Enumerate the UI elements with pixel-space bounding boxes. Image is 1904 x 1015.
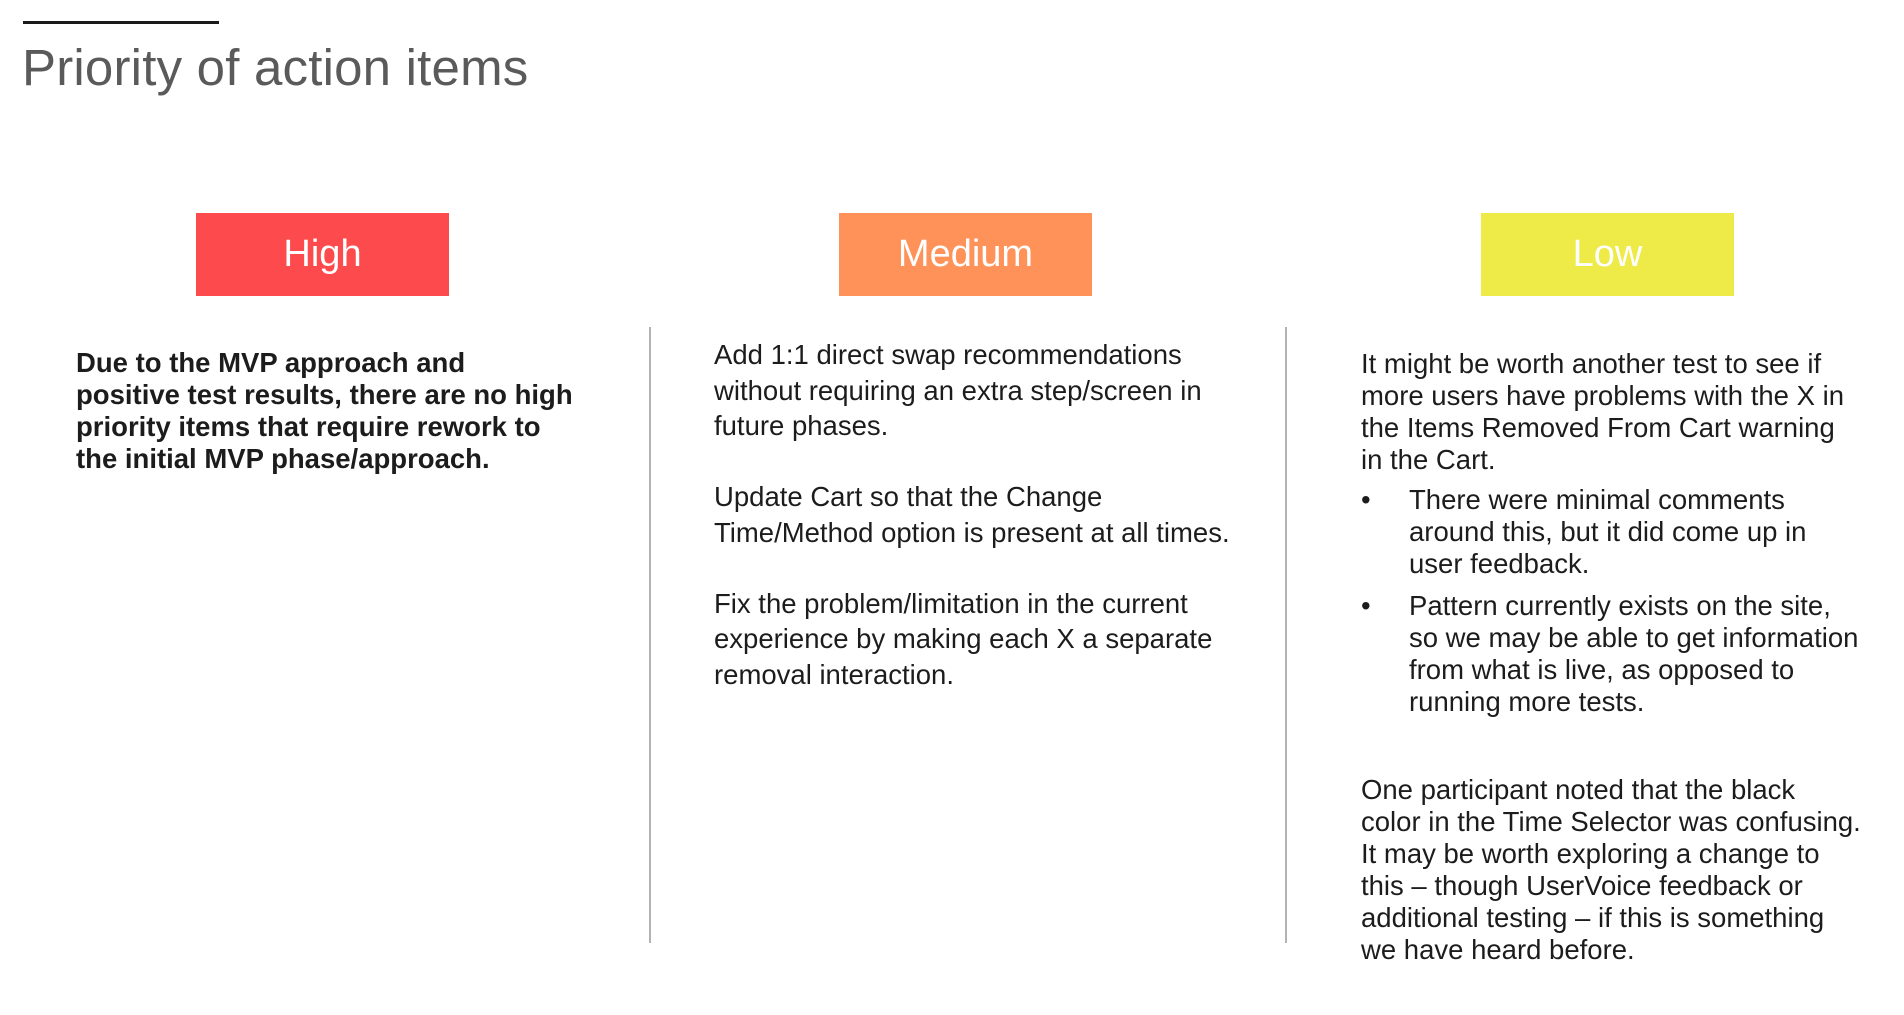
low-bullet-list — [1361, 484, 1861, 718]
priority-badge-high-label: High — [283, 233, 362, 275]
page-title: Priority of action items — [22, 39, 529, 96]
list-item — [1361, 590, 1861, 718]
column-divider-right — [1285, 327, 1287, 943]
high-priority-text: Due to the MVP approach and positive test results, there are no high priority items that require rework to the initial MVP phase/approach. — [76, 347, 573, 474]
priority-badge-low — [1481, 213, 1734, 296]
list-item-text: Pattern currently exists on the site, so we may be able to get information from what is live, as opposed to running more tests. — [1409, 590, 1859, 717]
medium-item-direct-swap: Add 1:1 direct swap recommendations without requiring an extra step/screen in future phases. — [714, 339, 1202, 441]
medium-priority-column — [714, 337, 1234, 728]
priority-badge-medium — [839, 213, 1092, 296]
list-item — [1361, 484, 1861, 580]
low-item-closing: One participant noted that the black color in the Time Selector was confusing. It may be worth exploring a change to this – though UserVoice feedback or additional testing – if this is something we have heard before. — [1361, 774, 1861, 965]
priority-badge-low-label: Low — [1572, 233, 1643, 275]
medium-item-change-time: Update Cart so that the Change Time/Method option is present at all times. — [714, 481, 1230, 548]
title-underline-rule — [23, 21, 219, 24]
low-item-intro: It might be worth another test to see if more users have problems with the X in the Items Removed From Cart warning in the Cart. — [1361, 348, 1844, 475]
low-priority-column — [1361, 348, 1861, 966]
medium-item-removal-interaction: Fix the problem/limitation in the current experience by making each X a separate removal interaction. — [714, 587, 1213, 690]
priority-badge-medium-label: Medium — [897, 233, 1034, 275]
high-priority-column — [76, 347, 576, 475]
priority-badge-high — [196, 213, 449, 296]
bullet-icon: • — [1361, 484, 1371, 515]
list-item-text: There were minimal comments around this, but it did come up in user feedback. — [1409, 484, 1807, 579]
column-divider-left — [649, 327, 651, 943]
bullet-icon: • — [1361, 590, 1371, 621]
